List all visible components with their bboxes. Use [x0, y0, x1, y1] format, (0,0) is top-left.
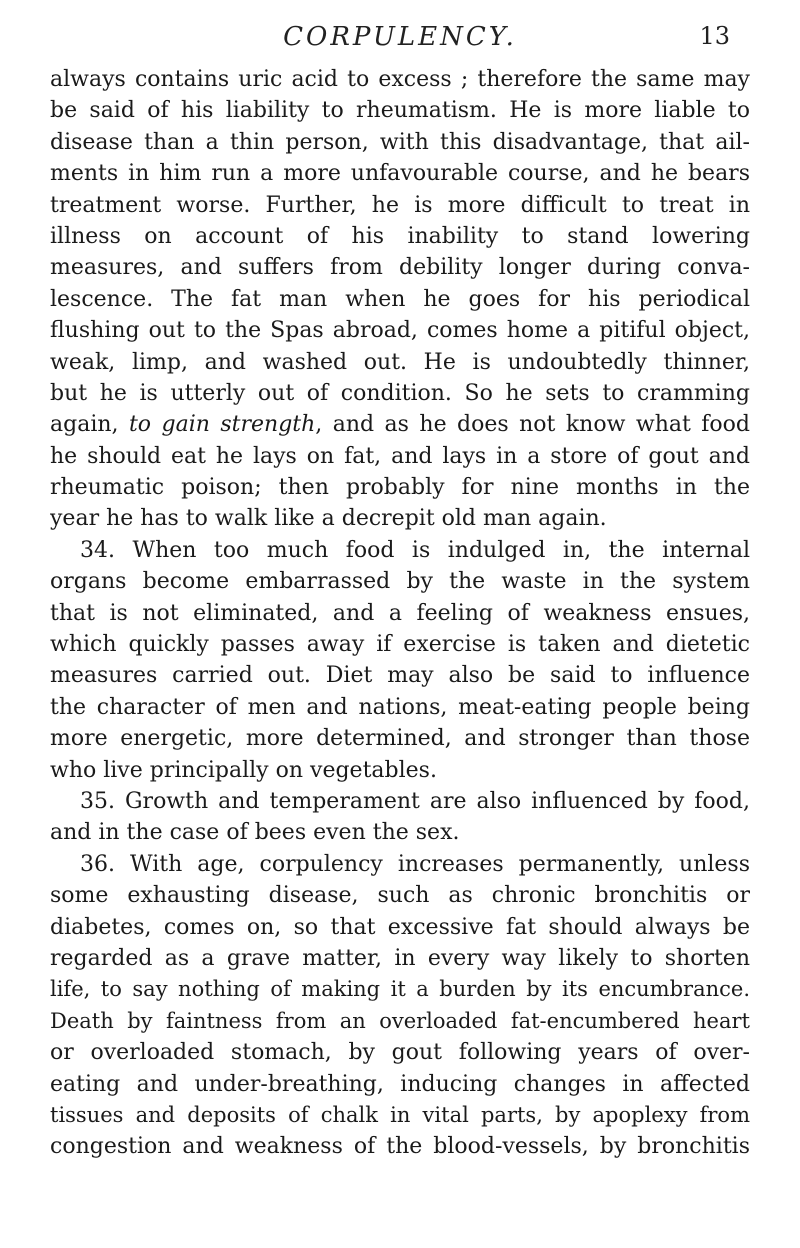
text-line: the character of men and nations, meat-eating people being [50, 694, 750, 720]
text-line: measures, and suffers from debility longer during conva- [50, 255, 750, 281]
text-line: and in the case of bees even the sex. [50, 820, 460, 846]
text-line: illness on account of his inability to stand lowering [50, 223, 750, 249]
text-line: tissues and deposits of chalk in vital parts, by apoplexy from [50, 1102, 750, 1127]
text-line: flushing out to the Spas abroad, comes home a pitiful object, [50, 318, 750, 344]
text-line: regarded as a grave matter, in every way likely to shorten [50, 945, 750, 971]
text-line: lescence. The fat man when he goes for his periodical [50, 286, 750, 312]
text-line: weak, limp, and washed out. He is undoubtedly thinner, [50, 349, 750, 375]
text-line: organs become embarrassed by the waste in the system [50, 569, 750, 595]
text-line: ments in him run a more unfavourable course, and he bears [50, 161, 750, 187]
body-text [50, 64, 750, 1163]
text-line: congestion and weakness of the blood-vessels, by bronchitis [50, 1134, 750, 1160]
paragraph-36-start: 36. With age, corpulency increases permanently, unless [80, 851, 750, 877]
text-line: he should eat he lays on fat, and lays in a store of gout and [50, 443, 750, 469]
text-line: which quickly passes away if exercise is taken and dietetic [50, 632, 750, 658]
page-number: 13 [699, 22, 730, 50]
text-line: always contains uric acid to excess ; therefore the same may [50, 67, 750, 92]
text-line: life, to say nothing of making it a burden by its encumbrance. [50, 977, 750, 1002]
paragraph-35-start: 35. Growth and temperament are also influenced by food, [80, 788, 750, 814]
text-line: year he has to walk like a decrepit old man again. [50, 506, 607, 532]
text-line: Death by faintness from an overloaded fat-encumbered heart [50, 1008, 750, 1033]
text-line: rheumatic poison; then probably for nine months in the [50, 475, 750, 501]
text-line: treatment worse. Further, he is more difficult to treat in [50, 192, 750, 218]
paragraph-34-start: 34. When too much food is indulged in, the internal [80, 537, 750, 563]
text-line: diabetes, comes on, so that excessive fat should always be [50, 914, 750, 940]
text-line: measures carried out. Diet may also be said to influence [50, 663, 750, 689]
text-line: or overloaded stomach, by gout following years of over- [50, 1040, 750, 1066]
text-line: who live principally on vegetables. [50, 757, 437, 783]
page-header [0, 18, 800, 58]
running-title: CORPULENCY. [283, 22, 517, 52]
text-line: be said of his liability to rheumatism. He is more liable to [50, 98, 750, 124]
text-line-with-italic: again, to gain strength, and as he does not know what food [50, 412, 750, 438]
text-line: eating and under-breathing, inducing changes in affected [50, 1071, 750, 1097]
text-line: but he is utterly out of condition. So he sets to cramming [50, 380, 750, 406]
text-line: that is not eliminated, and a feeling of weakness ensues, [50, 600, 750, 626]
text-line: more energetic, more determined, and stronger than those [50, 726, 750, 752]
text-line: some exhausting disease, such as chronic bronchitis or [50, 883, 750, 909]
text-line: disease than a thin person, with this disadvantage, that ail- [50, 129, 750, 155]
italic-phrase: to gain strength [128, 412, 316, 438]
